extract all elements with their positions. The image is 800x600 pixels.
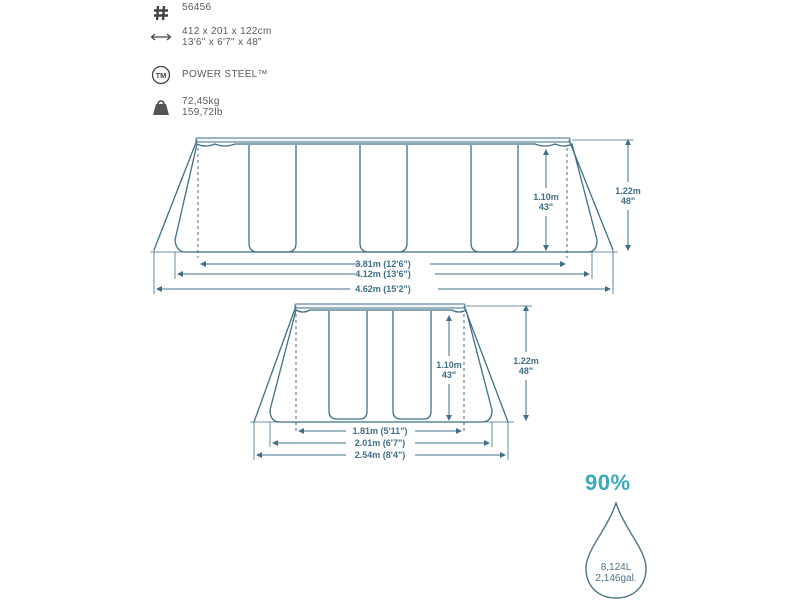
side-frame-length-label: 4.12m (13'6") [355,269,411,279]
side-overall-length-label: 4.62m (15'2") [355,284,411,294]
end-view [250,304,532,460]
end-frame-height-m: 1.22m [513,356,539,366]
side-frame-height-m: 1.22m [615,186,641,196]
side-water-height-m: 1.10m [533,192,559,202]
fill-percent: 90% [585,470,631,495]
side-top-rail [196,138,570,142]
end-right-leg [464,306,508,422]
end-water-height-m: 1.10m [436,360,462,370]
side-leg-1 [249,145,296,252]
end-inner-width-label: 1.81m (5'11") [352,426,408,436]
side-leg-2 [360,145,407,252]
end-top-rail [295,304,465,308]
end-leg-1 [329,311,367,419]
capacity-text [586,562,646,584]
svg-text:TM: TM [155,71,167,80]
weight-lb: 159,72lb [182,107,223,118]
side-inner-length-label: 3.81m (12'6") [355,259,411,269]
end-frame-height-in: 48" [518,366,534,376]
side-leg-3 [471,145,518,252]
frame-type: POWER STEEL™ [182,69,268,80]
side-water-height-in: 43" [538,202,554,212]
end-leg-2 [393,311,431,419]
weight-kg: 72,45kg [182,96,220,107]
end-water-height-in: 43" [441,370,457,380]
end-overall-width-label: 2.54m (8'4") [354,450,406,460]
end-frame-width-label: 2.01m (6'7") [354,438,406,448]
capacity-liters: 8,124L [600,562,632,573]
end-left-leg [254,306,296,422]
capacity-gallons: 2,146gal. [595,573,637,584]
side-frame-height-in: 48" [620,196,636,206]
dimensions-imperial: 13'6" x 6'7" x 48" [182,37,262,48]
dimensions-metric: 412 x 201 x 122cm [182,26,272,37]
model-number: 56456 [182,2,212,13]
side-left-leg [154,140,197,250]
